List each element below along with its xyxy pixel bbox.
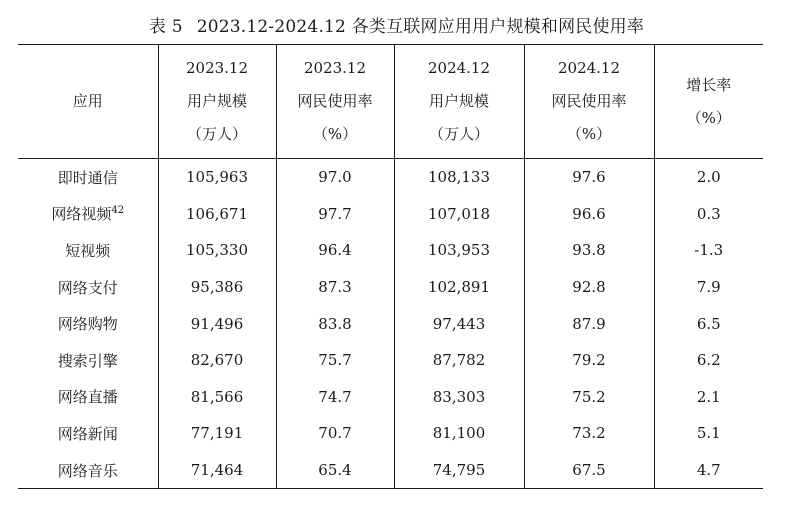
cell-rate-2023 [276, 379, 394, 416]
table-header-row [18, 45, 763, 159]
cell-app [18, 452, 158, 489]
header-users-2023-label: 用户规模 [186, 92, 247, 110]
cell-growth [654, 269, 763, 306]
cell-rate-2023-value: 87.3 [318, 278, 352, 297]
header-users-2024-label: 用户规模 [428, 92, 489, 110]
cell-users-2024-value: 74,795 [432, 461, 486, 480]
table-row [18, 342, 763, 379]
cell-app [18, 269, 158, 306]
cell-rate-2024 [524, 415, 654, 452]
header-users-2024 [394, 45, 524, 159]
cell-rate-2024 [524, 452, 654, 489]
cell-app-value: 网络新闻 [57, 424, 118, 443]
cell-growth-value: -1.3 [694, 241, 724, 260]
cell-rate-2024 [524, 159, 654, 196]
cell-rate-2024-value: 92.8 [572, 278, 606, 297]
cell-app-value: 即时通信 [57, 168, 118, 187]
cell-rate-2023-value: 97.0 [318, 168, 352, 187]
cell-users-2023 [158, 159, 276, 196]
cell-growth [654, 232, 763, 269]
cell-users-2023-value: 105,330 [185, 241, 249, 260]
cell-rate-2023 [276, 415, 394, 452]
cell-rate-2023-value: 96.4 [318, 241, 352, 260]
table-row [18, 269, 763, 306]
table-row [18, 305, 763, 342]
cell-users-2024 [394, 415, 524, 452]
cell-users-2024 [394, 342, 524, 379]
cell-rate-2024-value: 97.6 [572, 168, 606, 187]
cell-rate-2023-value: 83.8 [318, 314, 352, 333]
header-rate-2023-unit: （%） [312, 125, 358, 143]
cell-rate-2023 [276, 452, 394, 489]
header-app [18, 45, 158, 159]
cell-users-2024 [394, 232, 524, 269]
cell-users-2024 [394, 379, 524, 416]
cell-users-2024-value: 102,891 [427, 278, 491, 297]
cell-rate-2024-value: 93.8 [572, 241, 606, 260]
cell-users-2023 [158, 415, 276, 452]
header-rate-2023-label: 网民使用率 [297, 92, 373, 110]
cell-users-2024 [394, 269, 524, 306]
cell-rate-2023 [276, 159, 394, 196]
cell-growth-value: 2.1 [696, 387, 721, 406]
cell-rate-2023-value: 97.7 [318, 204, 352, 223]
cell-growth-value: 5.1 [696, 424, 721, 443]
header-users-2023-unit: （万人） [186, 125, 247, 143]
cell-users-2023 [158, 452, 276, 489]
header-users-2023-period: 2023.12 [185, 59, 249, 77]
cell-users-2023-value: 71,464 [190, 461, 244, 480]
header-growth [654, 45, 763, 159]
table-title: 2023.12-2024.12 各类互联网应用用户规模和网民使用率 [196, 17, 645, 37]
table-row [18, 415, 763, 452]
cell-rate-2024-value: 67.5 [572, 461, 606, 480]
cell-app-value: 网络直播 [57, 388, 118, 407]
header-users-2024-period: 2024.12 [427, 59, 491, 77]
cell-users-2024 [394, 196, 524, 233]
cell-rate-2024 [524, 232, 654, 269]
cell-users-2024-value: 83,303 [432, 387, 486, 406]
cell-users-2024-value: 87,782 [432, 351, 486, 370]
cell-users-2024 [394, 159, 524, 196]
header-rate-2024-label: 网民使用率 [551, 92, 627, 110]
cell-users-2023 [158, 232, 276, 269]
cell-app-value: 搜索引擎 [57, 351, 118, 370]
cell-growth [654, 342, 763, 379]
cell-users-2023 [158, 379, 276, 416]
cell-growth-value: 2.0 [696, 168, 721, 187]
cell-app-value: 网络音乐 [57, 461, 118, 480]
internet-apps-table [18, 44, 763, 489]
cell-users-2023-value: 105,963 [185, 168, 249, 187]
cell-users-2023 [158, 305, 276, 342]
cell-rate-2024-value: 96.6 [572, 204, 606, 223]
header-app-label: 应用 [72, 92, 103, 110]
cell-app-value: 网络视频 [51, 205, 112, 224]
cell-growth-value: 6.2 [696, 351, 721, 370]
footnote-marker: 42 [111, 205, 125, 217]
cell-rate-2023 [276, 269, 394, 306]
cell-growth-value: 7.9 [696, 278, 721, 297]
table-body [18, 159, 763, 489]
header-rate-2023-period: 2023.12 [303, 59, 367, 77]
cell-rate-2024 [524, 379, 654, 416]
cell-rate-2023-value: 65.4 [318, 461, 352, 480]
cell-growth-value: 6.5 [696, 314, 721, 333]
cell-users-2023-value: 95,386 [190, 278, 244, 297]
header-growth-unit: （%） [686, 108, 731, 127]
table-row [18, 232, 763, 269]
cell-rate-2024 [524, 342, 654, 379]
cell-users-2023-value: 77,191 [190, 424, 244, 443]
cell-app [18, 305, 158, 342]
cell-rate-2023-value: 70.7 [318, 424, 352, 443]
cell-users-2024 [394, 452, 524, 489]
table-caption [0, 12, 793, 37]
cell-rate-2024 [524, 269, 654, 306]
cell-app [18, 415, 158, 452]
cell-rate-2024-value: 75.2 [572, 387, 606, 406]
cell-rate-2024 [524, 305, 654, 342]
cell-users-2023-value: 82,670 [190, 351, 244, 370]
cell-rate-2023 [276, 342, 394, 379]
header-users-2023 [158, 45, 276, 159]
cell-app-value: 网络购物 [57, 315, 118, 334]
cell-rate-2024-value: 87.9 [572, 314, 606, 333]
cell-rate-2024 [524, 196, 654, 233]
cell-growth [654, 159, 763, 196]
cell-growth [654, 452, 763, 489]
cell-app [18, 342, 158, 379]
table-row [18, 196, 763, 233]
cell-rate-2023 [276, 196, 394, 233]
cell-users-2023-value: 91,496 [190, 314, 244, 333]
cell-growth-value: 0.3 [696, 204, 721, 223]
cell-users-2023 [158, 342, 276, 379]
table-row [18, 379, 763, 416]
cell-growth [654, 196, 763, 233]
cell-growth [654, 305, 763, 342]
header-rate-2023 [276, 45, 394, 159]
cell-growth-value: 4.7 [696, 461, 721, 480]
cell-rate-2023-value: 75.7 [318, 351, 352, 370]
cell-users-2024-value: 103,953 [427, 241, 491, 260]
cell-rate-2023-value: 74.7 [318, 387, 352, 406]
cell-users-2023 [158, 196, 276, 233]
table-row [18, 159, 763, 196]
cell-rate-2024-value: 73.2 [572, 424, 606, 443]
cell-rate-2023 [276, 232, 394, 269]
cell-app [18, 232, 158, 269]
header-growth-label: 增长率 [686, 75, 732, 94]
cell-app-value: 网络支付 [57, 278, 118, 297]
cell-users-2024-value: 97,443 [432, 314, 486, 333]
cell-users-2024-value: 107,018 [427, 204, 491, 223]
cell-users-2023-value: 106,671 [185, 204, 249, 223]
cell-users-2023 [158, 269, 276, 306]
header-rate-2024-unit: （%） [566, 125, 612, 143]
cell-rate-2023 [276, 305, 394, 342]
table-number: 表 5 [148, 17, 183, 37]
cell-app [18, 159, 158, 196]
cell-rate-2024-value: 79.2 [572, 351, 606, 370]
cell-users-2024 [394, 305, 524, 342]
cell-growth [654, 379, 763, 416]
header-users-2024-unit: （万人） [428, 125, 489, 143]
table-row [18, 452, 763, 489]
header-rate-2024-period: 2024.12 [557, 59, 621, 77]
cell-app [18, 196, 158, 233]
header-rate-2024 [524, 45, 654, 159]
cell-growth [654, 415, 763, 452]
cell-users-2024-value: 81,100 [432, 424, 486, 443]
cell-app-value: 短视频 [65, 241, 111, 260]
cell-app [18, 379, 158, 416]
cell-users-2024-value: 108,133 [427, 168, 491, 187]
cell-users-2023-value: 81,566 [190, 387, 244, 406]
